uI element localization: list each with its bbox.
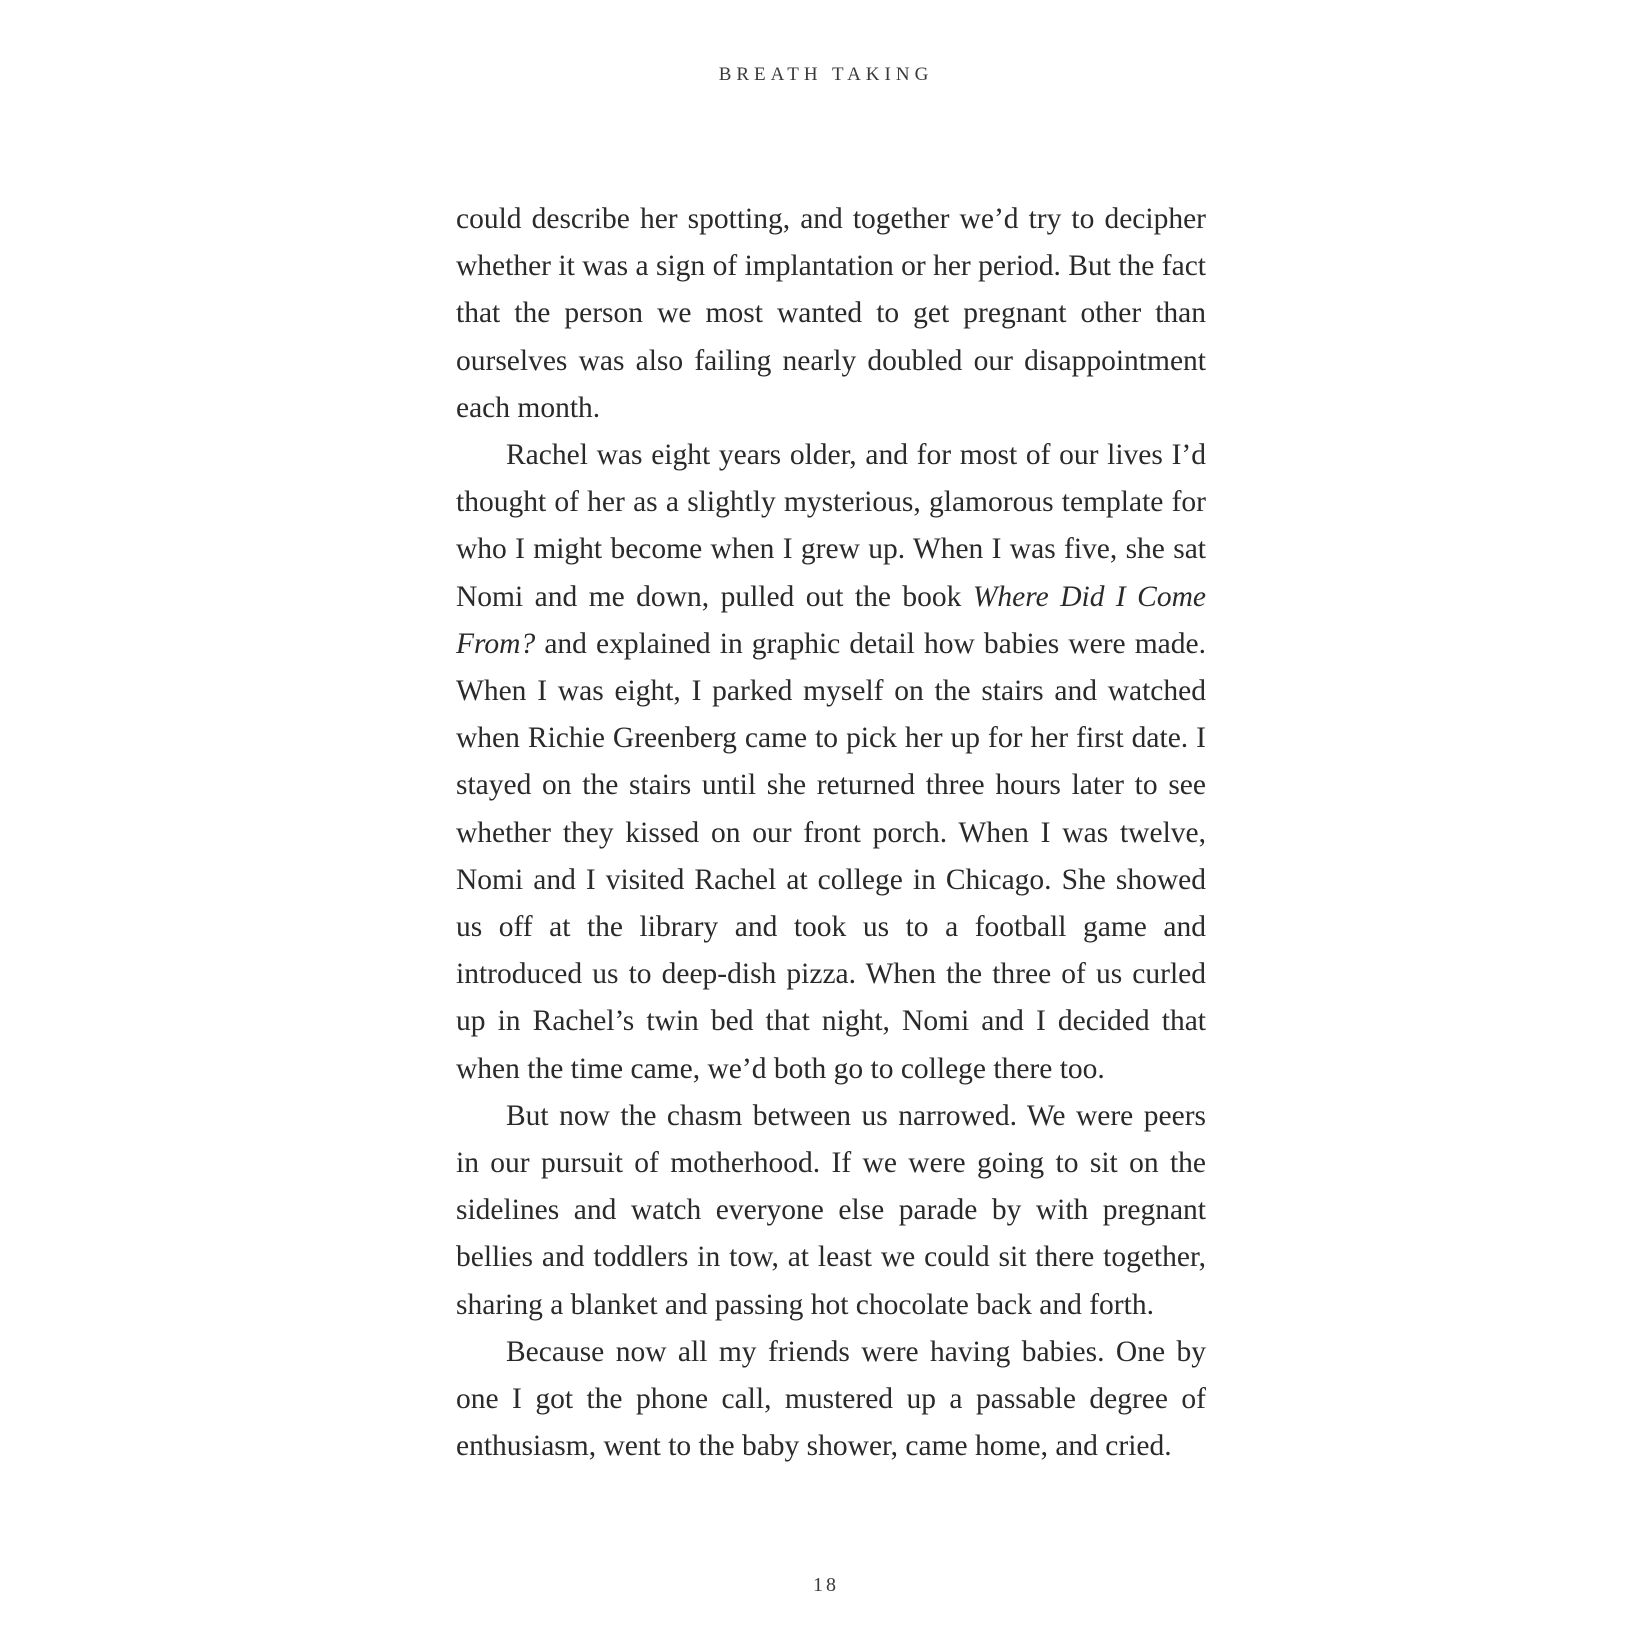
paragraph-2-text-after: and explained in graphic detail how babies were made. When I was eight, I parked myself on the stairs and watched when Richie Greenberg came to pick her up for her first date. I stayed on the stairs until she returned three hours later to see whether they kissed on our front porch. When I was twelve, Nomi and I visited Rachel at college in Chicago. She showed us off at the library and took us to a football game and introduced us to deep-dish pizza. When the three of us curled up in Rachel’s twin bed that night, Nomi and I decided that when the time came, we’d both go to college there too. — [456, 627, 1206, 1085]
book-title: Where Did I Come From? — [456, 580, 1206, 660]
paragraph-2 — [456, 432, 1206, 1093]
paragraph-4: Because now all my friends were having babies. One by one I got the phone call, mustered up a passable degree of enthusiasm, went to the baby shower, came home, and cried. — [456, 1335, 1206, 1463]
page-number: 18 — [813, 1574, 839, 1596]
paragraph-1: could describe her spotting, and together we’d try to decipher whether it was a sign of implantation or her period. But the fact that the person we most wanted to get pregnant other than ourselves was also failing nearly doubled our disappointment each month. — [456, 203, 1206, 424]
running-head: BREATH TAKING — [718, 64, 934, 85]
body-text — [456, 196, 1206, 1470]
paragraph-2-text-before: Rachel was eight years older, and for most of our lives I’d thought of her as a slightly mysterious, glamorous template for who I might become when I grew up. When I was five, she sat Nomi and me down, pulled out the book — [456, 439, 1206, 613]
paragraph-3: But now the chasm between us narrowed. We were peers in our pursuit of motherhood. If we were going to sit on the sidelines and watch everyone else parade by with pregnant bellies and toddlers in tow, at least we could sit there together, sharing a blanket and passing hot chocolate back and forth. — [456, 1099, 1206, 1321]
